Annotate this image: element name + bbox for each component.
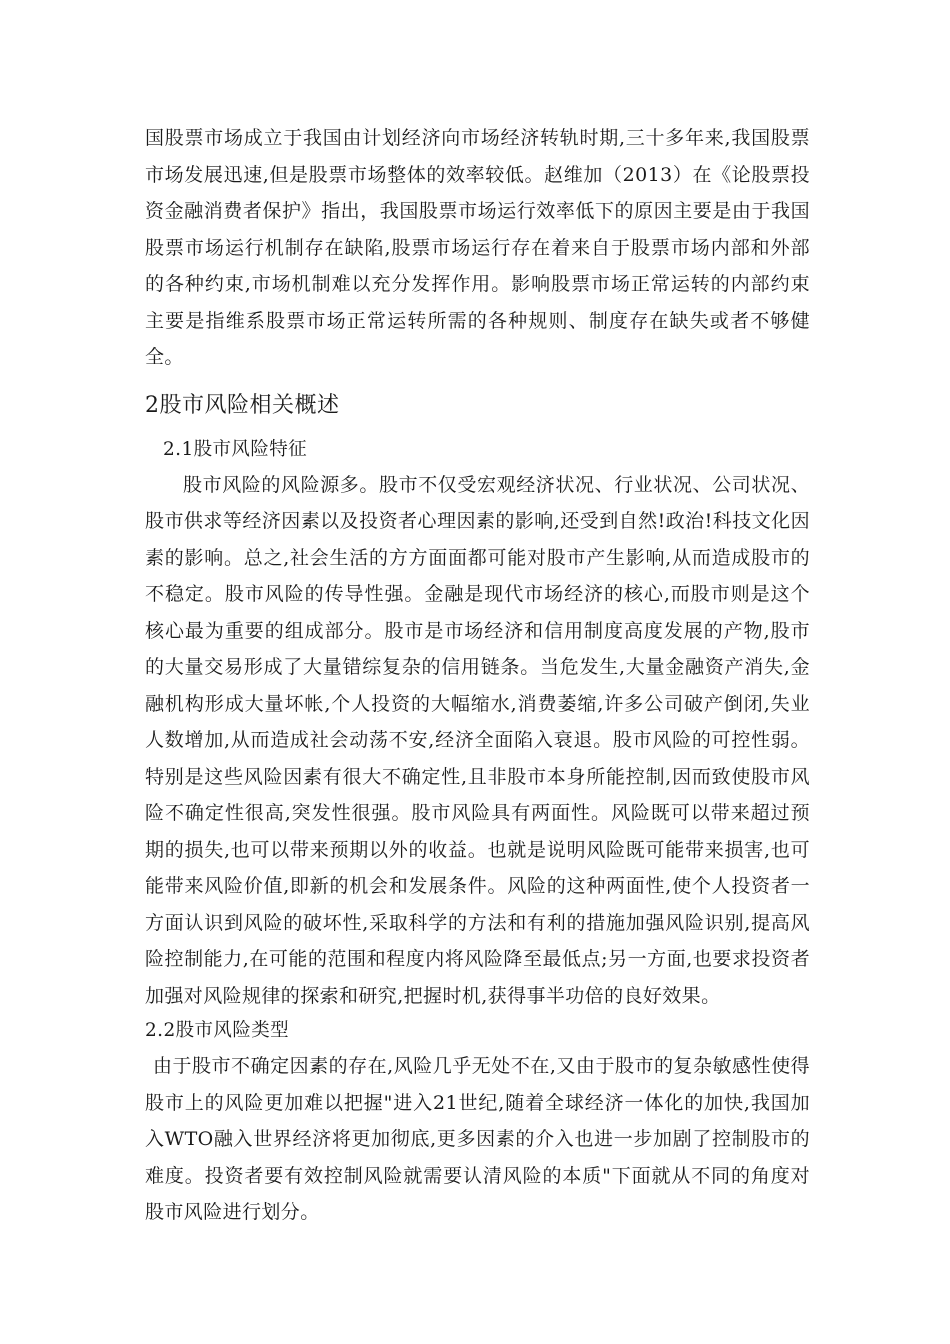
document-body (145, 120, 810, 1231)
section-2-2-heading: 2.2股市风险类型 (145, 1020, 290, 1041)
section-2-heading: 2股市风险相关概述 (145, 392, 340, 418)
section-2-1-heading: 2.1股市风险特征 (163, 438, 308, 460)
intro-paragraph: 国股票市场成立于我国由计划经济向市场经济转轨时期,三十多年来,我国股票市场发展迅速,但是股票市场整体的效率较低。赵维加（2013）在《论股票投资金融消费者保护》指出，我国股票市场运行效率低下的原因主要是由于我国股票市场运行机制存在缺陷,股票市场运行存在着来自于股票市场内部和外部的各种约束,市场机制难以充分发挥作用。影响股票市场正常运转的内部约束主要是指维系股票市场正常运转所需的各种规则、制度存在缺失或者不够健全。 (145, 127, 810, 368)
section-2-1-paragraph: 股市风险的风险源多。股市不仅受宏观经济状况、行业状况、公司状况、股市供求等经济因素以及投资者心理因素的影响,还受到自然!政治!科技文化因素的影响。总之,社会生活的方方面面都可能对股市产生影响,从而造成股市的不稳定。股市风险的传导性强。金融是现代市场经济的核心,而股市则是这个核心最为重要的组成部分。股市是市场经济和信用制度高度发展的产物,股市的大量交易形成了大量错综复杂的信用链条。当危发生,大量金融资产消失,金融机构形成大量坏帐,个人投资的大幅缩水,消费萎缩,许多公司破产倒闭,失业人数增加,从而造成社会动荡不安,经济全面陷入衰退。股市风险的可控性弱。特别是这些风险因素有很大不确定性,且非股市本身所能控制,因而致使股市风险不确定性很高,突发性很强。股市风险具有两面性。风险既可以带来超过预期的损失,也可以带来预期以外的收益。也就是说明风险既可能带来损害,也可能带来风险价值,即新的机会和发展条件。风险的这种两面性,使个人投资者一方面认识到风险的破坏性,采取科学的方法和有利的措施加强风险识别,提高风险控制能力,在可能的范围和程度内将风险降至最低点;另一方面,也要求投资者加强对风险规律的探索和研究,把握时机,获得事半功倍的良好效果。 (145, 473, 810, 1007)
section-2-2-paragraph: 由于股市不确定因素的存在,风险几乎无处不在,又由于股市的复杂敏感性使得股市上的风险更加难以把握"进入21世纪,随着全球经济一体化的加快,我国加入WTO融入世界经济将更加彻底,更多因素的介入也进一步加剧了控制股市的难度。投资者要有效控制风险就需要认清风险的本质"下面就从不同的角度对股市风险进行划分。 (145, 1055, 810, 1223)
